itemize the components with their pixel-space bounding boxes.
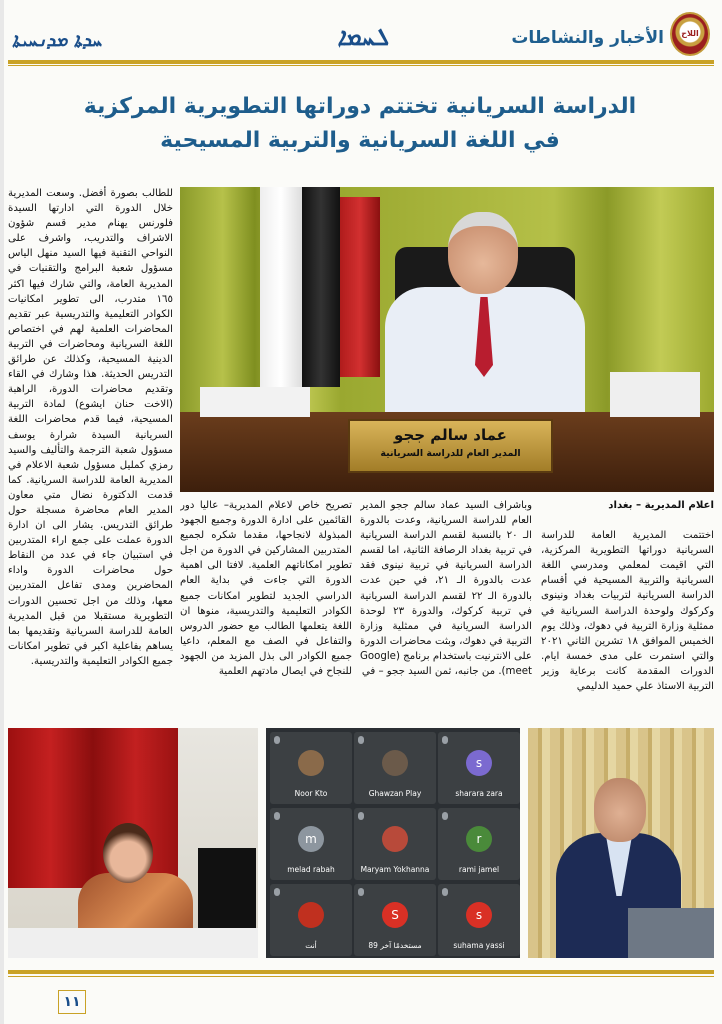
participant-avatar: r (466, 826, 492, 852)
column-right-text: اختتمت المديرية العامة للدراسة السريانية دوراتها التطويرية المركزية، التي اقيمت لمعلمي ومدرسي اللغة السريانية والتربية المسيحية في أقسام الدراسة السريانية لتربيات بغداد ونينوى وكركوك ولوحدة الدراسة السريانية في ممثلية وزارة التربية في دهوك، وذلك يوم الخميس الموافق ١٨ تشرين الثاني ٢٠٢١ والتي استمرت على مدى خمسة ايام. الدورات المقدمة كانت برعاية وزير التربية الاستاذ علي حميد الدليمي (541, 530, 714, 693)
mic-off-icon (358, 812, 364, 820)
header-divider (8, 60, 714, 64)
article-title-line2: في اللغة السريانية والتربية المسيحية (160, 128, 560, 153)
participant-name: أنت (305, 941, 317, 950)
flag-red (340, 197, 380, 377)
participant-name: rami jamel (458, 865, 500, 874)
header-center-mark: ܠܚܡܐ (337, 22, 389, 51)
page-header (8, 8, 714, 60)
photo-man-laptop (528, 728, 714, 958)
nameplate-name: عماد سالم ججو (394, 426, 507, 444)
column-mid-left-text: تصريح خاص لاعلام المديرية– عاليا دور القائمين على ادارة الدورة وجميع الجهود المبذولة لانجاحها، مقدما شكره لجميع المتدربين المشاركين في الدورة من اجل تطوير امكاناتهم العلمية. لافتا الى اهمية الدورة التي جاءت في بداية العام الدراسي الجديد لتطوير امكانات جميع الكوادر التعليمية والتدريسية، منوها ان اللغة يتعلمها الطالب مع حضور الدروس والتفاعل في الصف مع المعلم، داعيا جميع الكوادر الى بذل المزيد من الجهود للنجاح في ايصال مادتهم العلمية (180, 500, 352, 678)
footer-divider (8, 970, 714, 974)
column-mid-right-text: وباشراف السيد عماد سالم ججو المدير العام للدراسة السريانية، وعدت بالدورة الـ ٢٠ بالنسبة لقسم الدراسة السريانية في تربية بغداد الرصافة الثانية، اما لقسم الدراسة السريانية في تربية نينوى فقد عدت بالدورة الـ ٢١، في حين عدت بالدورة الـ ٢٢ لقسم الدراسة السريانية في تربية كركوك، والدورة ٢٣ لوحدة الدراسة السريانية في ممثلية وزارة التربية في دهوك، وبثت محاضرات الدورة على الانترنيت باستخدام برنامج (Google meet). من جانبه، ثمن السيد ججو – في (360, 500, 532, 678)
woman-head (103, 823, 153, 883)
meet-tile (438, 808, 520, 880)
photo-woman-office (8, 728, 258, 958)
flag-black (302, 187, 340, 387)
computer-monitor (198, 848, 256, 928)
page-number: ١١ (58, 990, 86, 1014)
participant-name: Ghawzan Play (368, 789, 422, 798)
column-mid-left (180, 498, 352, 720)
participant-avatar: s (466, 902, 492, 928)
mic-off-icon (442, 812, 448, 820)
meet-tile (270, 732, 352, 804)
participant-avatar (298, 750, 324, 776)
column-mid-right (360, 498, 532, 720)
participant-name: Noor Kto (294, 789, 328, 798)
participant-avatar: s (466, 750, 492, 776)
participant-avatar: m (298, 826, 324, 852)
page-edge (0, 0, 4, 1024)
meet-tile (354, 732, 436, 804)
column-right (541, 498, 714, 720)
mic-off-icon (274, 736, 280, 744)
director-head (448, 212, 518, 294)
participant-avatar: S (382, 902, 408, 928)
article-title (40, 90, 680, 158)
desk-items (610, 372, 700, 417)
article-title-line1: الدراسة السريانية تختتم دوراتها التطويرية المركزية (83, 94, 637, 119)
desk-papers (200, 387, 310, 417)
main-photo-director (180, 187, 714, 492)
office-desk-white (8, 928, 258, 958)
mic-off-icon (358, 736, 364, 744)
header-left-mark: ܚܕܬܐ ܡܕܢܚܝܬܐ (12, 30, 102, 51)
meet-tile (354, 884, 436, 956)
flag-left (260, 187, 302, 387)
participant-avatar (298, 902, 324, 928)
man-head (594, 778, 646, 842)
participant-name: Maryam Yokhanna (360, 865, 430, 874)
desk-nameplate (348, 419, 553, 473)
participant-name: sharara zara (455, 789, 503, 798)
nameplate-title: المدير العام للدراسة السريانية (380, 448, 521, 459)
footer-divider-thin (8, 976, 714, 977)
participant-name: suhama yassi (453, 941, 505, 950)
column-right-source: اعلام المديرية – بغداد (608, 500, 714, 511)
participant-name: melad rabah (287, 865, 335, 874)
mic-off-icon (442, 888, 448, 896)
mic-off-icon (274, 812, 280, 820)
meet-tile (354, 808, 436, 880)
magazine-logo (670, 12, 710, 56)
column-left (8, 186, 173, 716)
participant-name: 89 مستخدمًا آخر (368, 941, 422, 950)
logo-text: اللاح (681, 29, 699, 38)
mic-off-icon (442, 736, 448, 744)
laptop (628, 908, 714, 958)
mic-off-icon (358, 888, 364, 896)
meet-tile (438, 884, 520, 956)
meet-tile (270, 884, 352, 956)
header-divider-thin (8, 65, 714, 66)
participant-avatar (382, 826, 408, 852)
meet-tile (438, 732, 520, 804)
red-curtain (8, 728, 178, 888)
section-title: الأخبار والنشاطات (511, 28, 664, 48)
mic-off-icon (274, 888, 280, 896)
photo-google-meet-grid (266, 728, 520, 958)
participant-avatar (382, 750, 408, 776)
meet-tile (270, 808, 352, 880)
column-left-text: للطالب بصورة أفضل. وسعت المديرية خلال الدورة التي ادارتها السيدة فلورنس يهنام مدير قسم شؤون الاشراف والتدريب، واشرف على النواحي التقنية فيها السيد منهل الياس مسؤول شعبة البرامج والتقنيات في المديرية العامة، والتي شارك فيها اكثر ١٦٥ متدرب، الى تطوير امكانيات الكوادر التعليمية والتدريسية عبر تقديم المحاضرات العلمية لهم في اختصاص اللغة السريانية ومحاضرات في التربية الدينية المسيحية، وكذلك عن طرائق التدريس الحديثة. هذا وشارك في القاء وتقديم محاضرات الدورة، الراهبة (الاخت حنان ايشوع) لمادة التربية المسيحية، فيما قدم محاضرات اللغة السريانية السيدة شرارة يوسف مسؤول شعبة الترجمة والتأليف والسيد رمزي كمليل مسؤول شعبة الاعلام في المديرية العامة للدراسة السريانية. كما قدمت الدكتورة نضال متي معاون المدير العام محاضرة مسجلة حول طرائق التدريس. يشار الى ان ادارة الدورة عملت على جمع اراء المتدربين في استبيان جاء في عدد من النقاط حول محاضرات الدورة واداء المحاضرين ومدى تفاعل المتدربين معها، وذلك من اجل تحسين الدورات التطويرية مستقبلا من قبل المديرية العامة للدراسة السريانية وتقديمها بما يساهم بفاعلية اكبر في تطوير امكانات جميع الكوادر التعليمية والتدريسية. (8, 188, 173, 667)
